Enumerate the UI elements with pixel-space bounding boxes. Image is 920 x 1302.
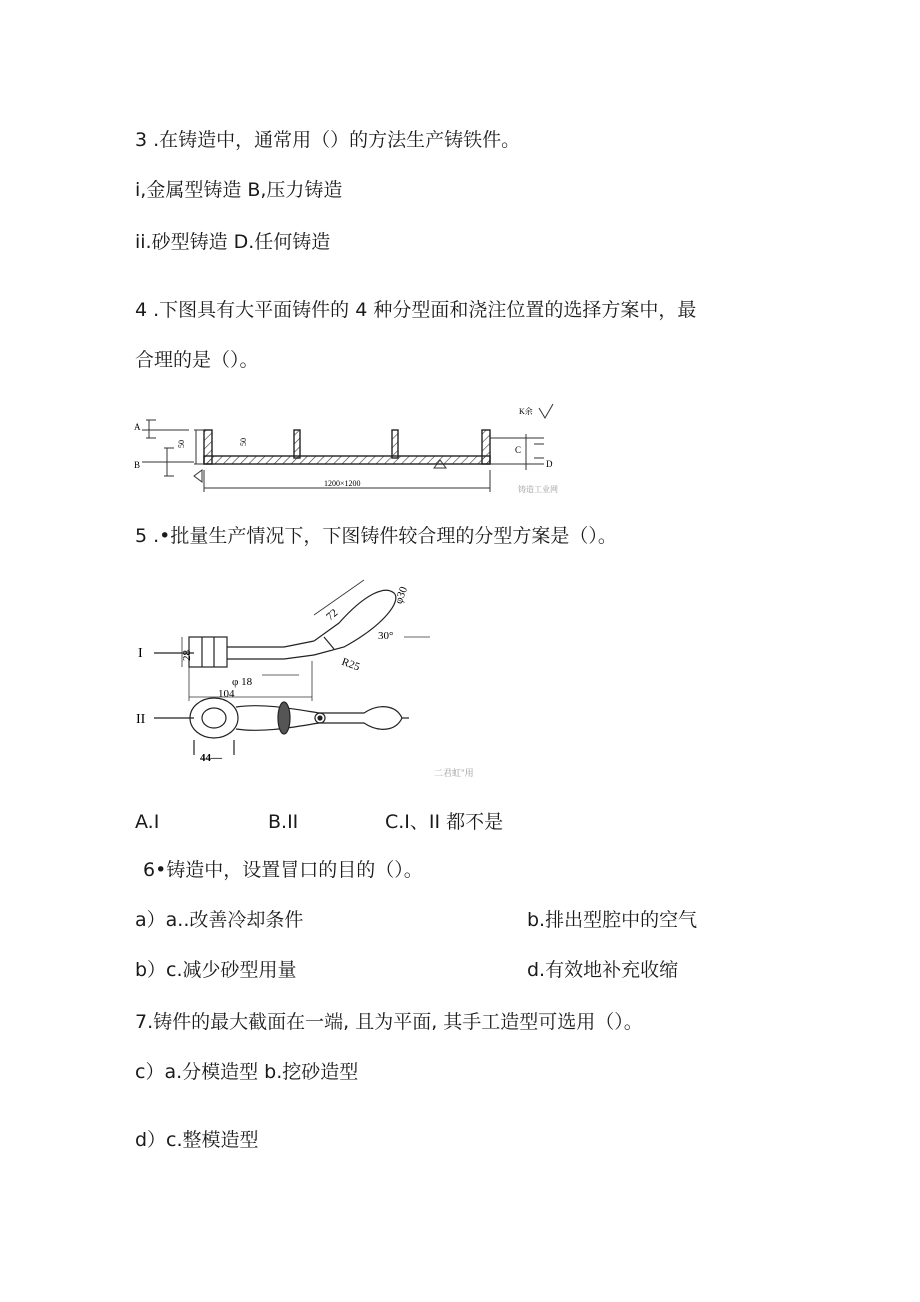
q5-option-a: A.I: [135, 811, 160, 833]
q5-option-c: C.I、II 都不是: [385, 811, 504, 833]
q7-options-ab: c）a.分模造型 b.挖砂造型: [135, 1061, 359, 1083]
label-a: A: [134, 422, 141, 432]
label-d: D: [546, 459, 553, 469]
q4-stem-line1: 4 .下图具有大平面铸件的 4 种分型面和浇注位置的选择方案中，最: [135, 299, 697, 321]
q5-option-b: B.II: [268, 811, 299, 833]
q4-casting-figure: [134, 400, 594, 500]
label-k: K余: [519, 407, 533, 416]
q3-options-cd: ii.砂型铸造 D.任何铸造: [135, 231, 331, 253]
dim-28: 28: [181, 650, 193, 661]
q7-stem: 7.铸件的最大截面在一端, 且为平面, 其手工造型可选用（）。: [135, 1011, 643, 1033]
q7-option-c: d）c.整模造型: [135, 1129, 259, 1151]
q3-stem: 3 .在铸造中，通常用（）的方法生产铸铁件。: [135, 129, 521, 151]
option-ii-label: II: [136, 712, 146, 727]
q6-option-c: b）c.减少砂型用量: [135, 959, 297, 981]
label-c: C: [515, 445, 522, 455]
q4-stem-line2: 合理的是（）。: [135, 349, 259, 371]
label-b: B: [134, 460, 141, 470]
dim-phi18: φ 18: [232, 676, 253, 688]
q4-watermark: 铸造工业网: [518, 485, 558, 494]
q3-options-ab: i,金属型铸造 B,压力铸造: [135, 179, 343, 201]
dim-72: 72: [324, 606, 341, 624]
q5-caption: 二君虹"用: [434, 768, 474, 778]
dim-50-inner: 50: [239, 438, 248, 446]
option-i-label: I: [138, 646, 143, 661]
dim-r25: R25: [340, 655, 362, 674]
dim-50-left: 50: [177, 440, 186, 448]
dim-1200: 1200×1200: [324, 479, 361, 488]
dim-30deg: 30°: [378, 630, 394, 642]
q6-stem: 6•铸造中，设置冒口的目的（）。: [143, 859, 423, 881]
q5-handle-figure: [134, 575, 474, 778]
dim-44: 44—: [200, 752, 222, 764]
q6-option-b: b.排出型腔中的空气: [527, 909, 698, 931]
q6-option-d: d.有效地补充收缩: [527, 959, 679, 981]
q6-option-a: a）a..改善冷却条件: [135, 909, 304, 931]
dim-104: 104: [218, 688, 235, 700]
dim-phi30: φ30: [392, 585, 411, 606]
q5-stem: 5 .•批量生产情况下，下图铸件较合理的分型方案是（）。: [135, 525, 617, 547]
